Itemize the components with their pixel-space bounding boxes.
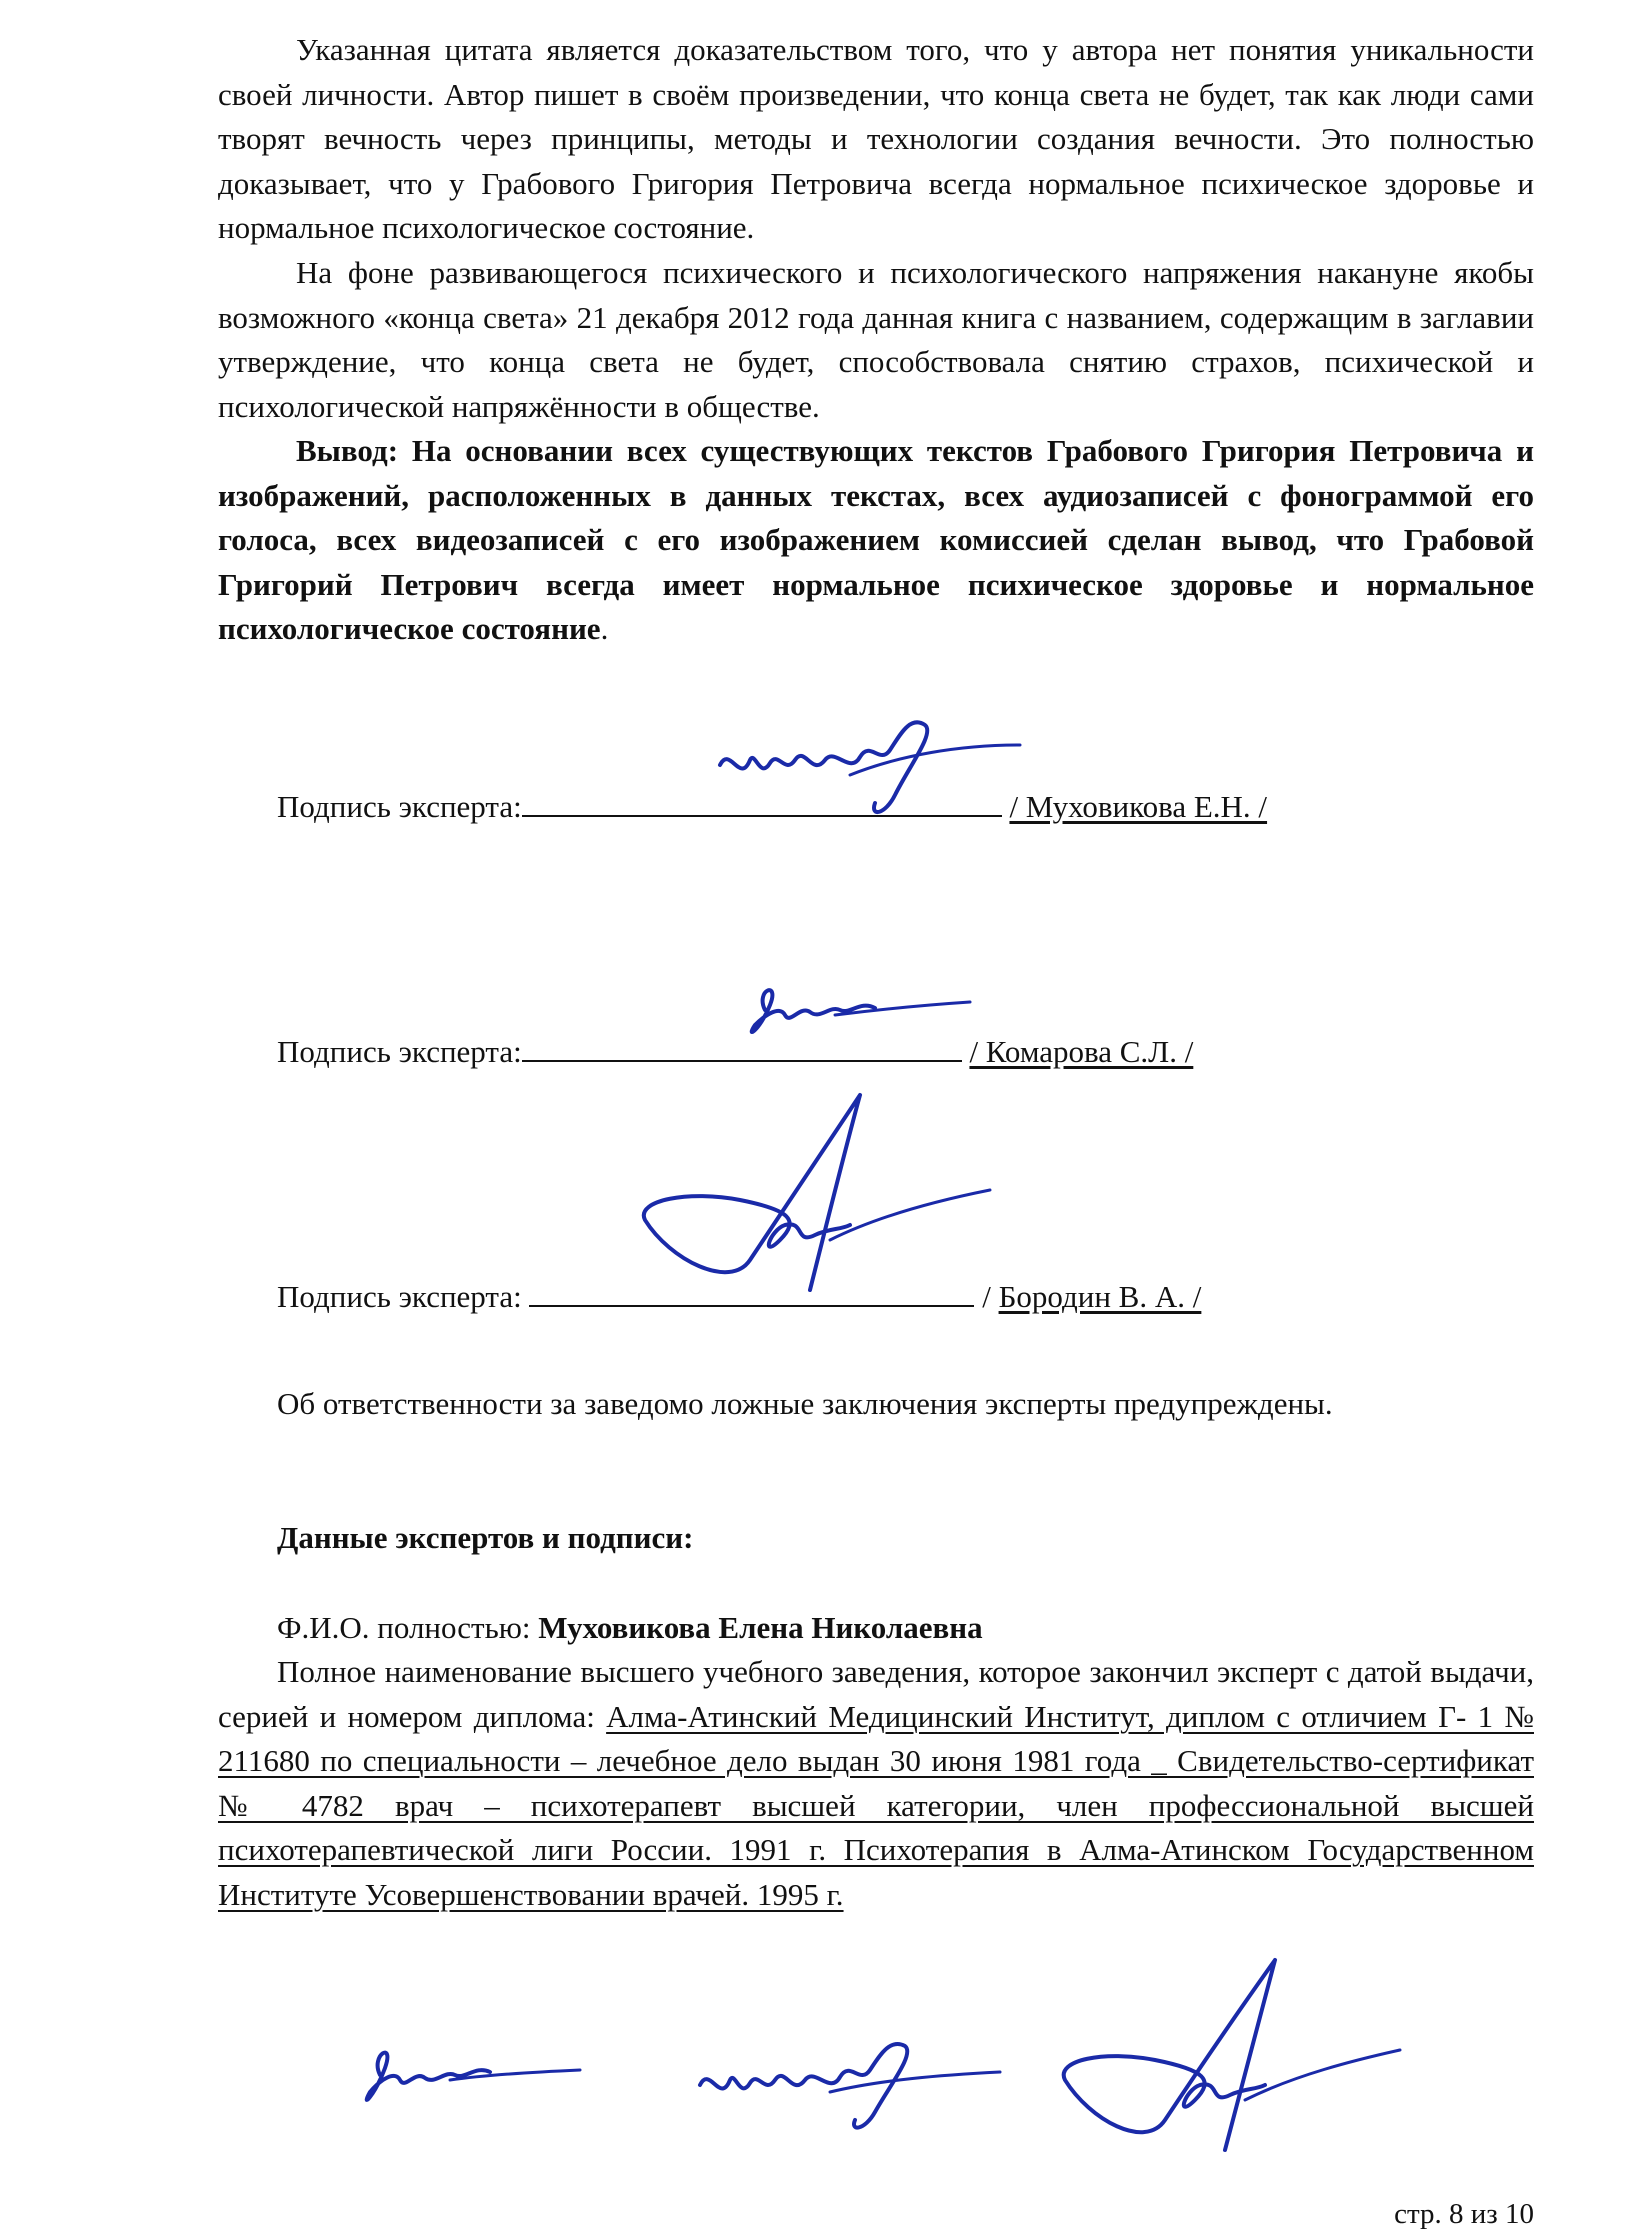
signer-name: Бородин В. А. / xyxy=(998,1279,1202,1314)
signature-komarova-upper xyxy=(725,970,985,1050)
signer-name: / Муховикова Е.Н. / xyxy=(1009,789,1268,824)
signature-label: Подпись эксперта: xyxy=(277,789,522,824)
paragraph-conclusion xyxy=(218,429,1534,652)
responsibility-note: Об ответственности за заведомо ложные заключения эксперты предупреждены. xyxy=(277,1386,1333,1421)
page-number: стр. 8 из 10 xyxy=(1394,2198,1534,2230)
signature-label: Подпись эксперта: xyxy=(277,1279,530,1314)
education-value: Алма-Атинский Медицинский Институт, диплом с отличием Г- 1 № 211680 по специальности – лечебное дело выдан 30 июня 1981 года _ Свидетельство-сертификат № 4782 врач – психотерапевт высшей категории, член профессиональной высшей психотерапевтической лиги России. 1991 г. Психотерапия в Алма-Атинском Государственном Институте Усовершенствовании врачей. 1995 г. xyxy=(218,1698,1534,1912)
paragraph-end-of-world: На фоне развивающегося психического и психологического напряжения накануне якобы возможного «конца света» 21 декабря 2012 года данная книга с названием, содержащим в заглавии утверждение, что конца света не будет, способствовала снятию страхов, психической и психологической напряжённости в обществе. xyxy=(218,255,1534,424)
signer-name: / Комарова С.Л. / xyxy=(969,1034,1194,1069)
conclusion-bold-text: Вывод: На основании всех существующих текстов Грабового Григория Петровича и изображений, расположенных в данных текстах, всех аудиозаписей с фонограммой его голоса, всех видеозаписей с его изображением комиссией сделан вывод, что Грабовой Григорий Петрович всегда имеет нормальное психическое здоровье и нормальное психологическое состояние xyxy=(218,433,1534,646)
experts-heading: Данные экспертов и подписи: xyxy=(277,1520,694,1555)
signature-borodin-lower xyxy=(1050,1955,1410,2165)
conclusion-period: . xyxy=(600,611,609,646)
paragraph-quote-evidence: Указанная цитата является доказательством того, что у автора нет понятия уникальности своей личности. Автор пишет в своём произведении, что конца света не будет, так как люди сами творят вечность через принципы, методы и технологии создания вечности. Это полностью доказывает, что у Грабового Григория Петровича всегда нормальное психическое здоровье и нормальное психологическое состояние. xyxy=(218,32,1534,245)
signature-muhovikova-lower xyxy=(680,2030,1010,2140)
signature-komarova-lower xyxy=(345,2030,595,2120)
signature-borodin-upper xyxy=(630,1090,1000,1310)
signature-muhovikova-upper xyxy=(700,705,1030,825)
expert-education xyxy=(218,1650,1534,1917)
fio-value: Муховикова Елена Николаевна xyxy=(538,1610,983,1645)
signature-label: Подпись эксперта: xyxy=(277,1034,522,1069)
signer-prefix: / xyxy=(982,1279,999,1314)
fio-label: Ф.И.О. полностью: xyxy=(277,1610,539,1645)
education-label: Полное наименование высшего учебного заведения, которое закончил эксперт с датой выдачи, серией и номером диплома: xyxy=(218,1654,1534,1734)
expert-fio xyxy=(277,1606,983,1650)
